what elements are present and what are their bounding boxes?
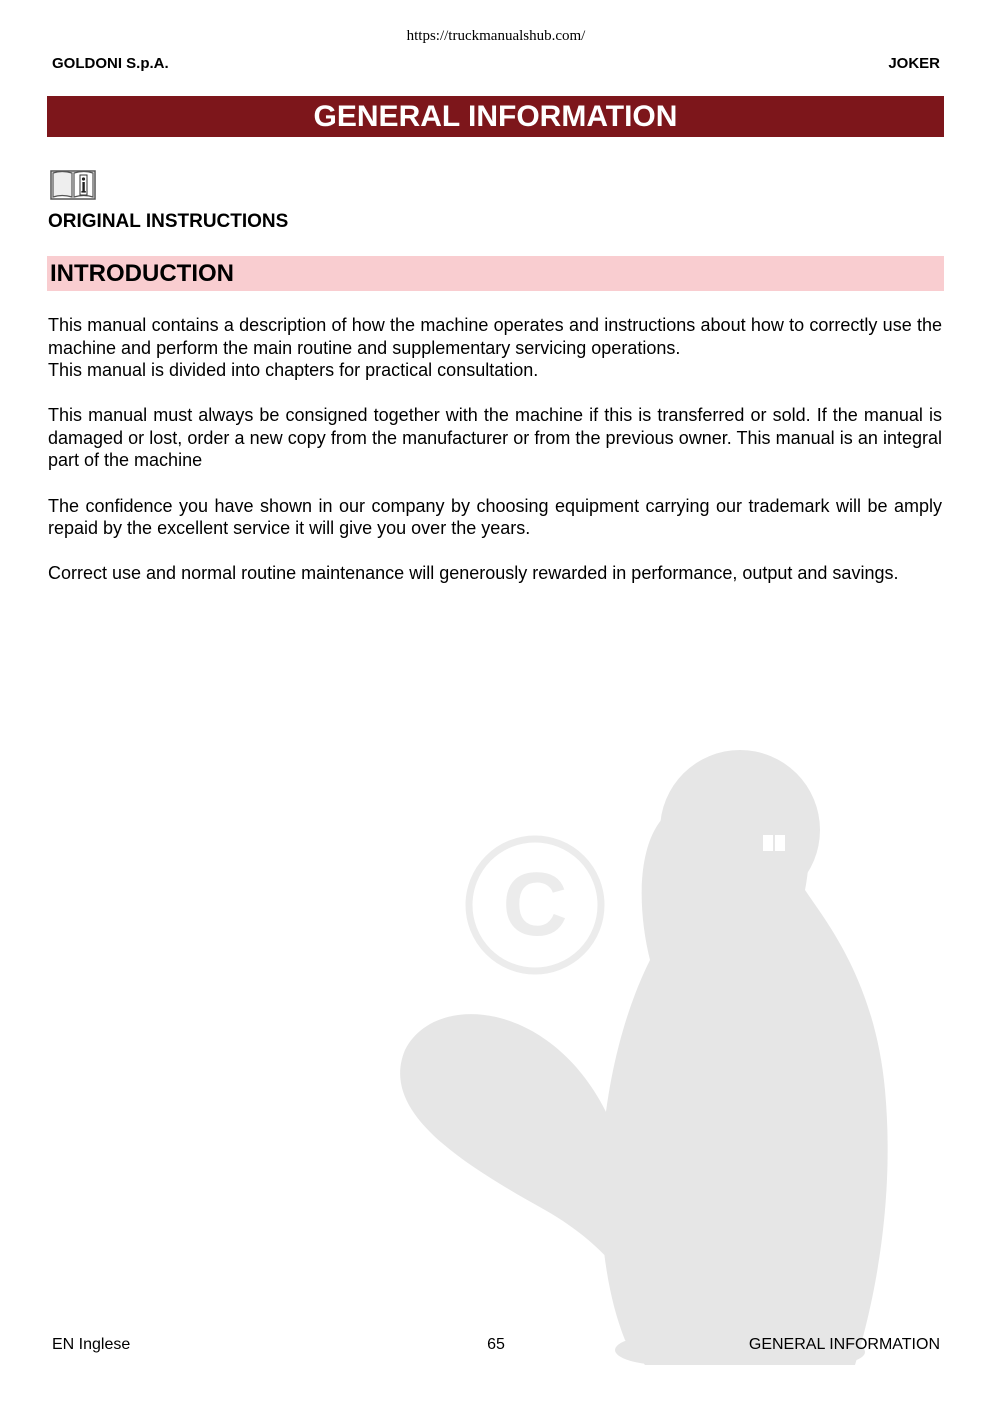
header-company: GOLDONI S.p.A. xyxy=(52,55,169,72)
page-title: GENERAL INFORMATION xyxy=(47,96,944,137)
header-model: JOKER xyxy=(888,55,940,72)
paragraph: The confidence you have shown in our company by choosing equipment carrying our trademark will be amply repaid by the excellent service it will give you over the years. xyxy=(48,495,942,539)
paragraph: Correct use and normal routine maintenance will generously rewarded in performance, output and savings. xyxy=(48,563,899,584)
beaver-copyright-watermark xyxy=(395,740,915,1370)
manual-info-icon xyxy=(50,168,96,202)
source-url: https://truckmanualshub.com/ xyxy=(406,28,586,44)
introduction-body xyxy=(48,314,942,607)
paragraph-text: This manual is divided into chapters for practical consultation. xyxy=(48,360,539,381)
original-instructions-label: ORIGINAL INSTRUCTIONS xyxy=(48,211,289,232)
page-number: 65 xyxy=(487,1336,505,1353)
footer-section: GENERAL INFORMATION xyxy=(748,1336,940,1353)
paragraph: This manual must always be consigned together with the machine if this is transferred or sold. If the manual is damaged or lost, order a new copy from the manufacturer or from the previous owner. This manual is an integral part of the machine xyxy=(48,405,942,471)
paragraph xyxy=(48,314,942,382)
footer-language: EN Inglese xyxy=(52,1336,131,1353)
section-heading: INTRODUCTION xyxy=(50,260,234,287)
svg-text:C: C xyxy=(502,855,568,955)
paragraph-text: This manual contains a description of how the machine operates and instructions about how to correctly use the machine and perform the main routine and supplementary servicing operations. xyxy=(48,315,942,358)
section-heading-bar xyxy=(47,256,944,291)
